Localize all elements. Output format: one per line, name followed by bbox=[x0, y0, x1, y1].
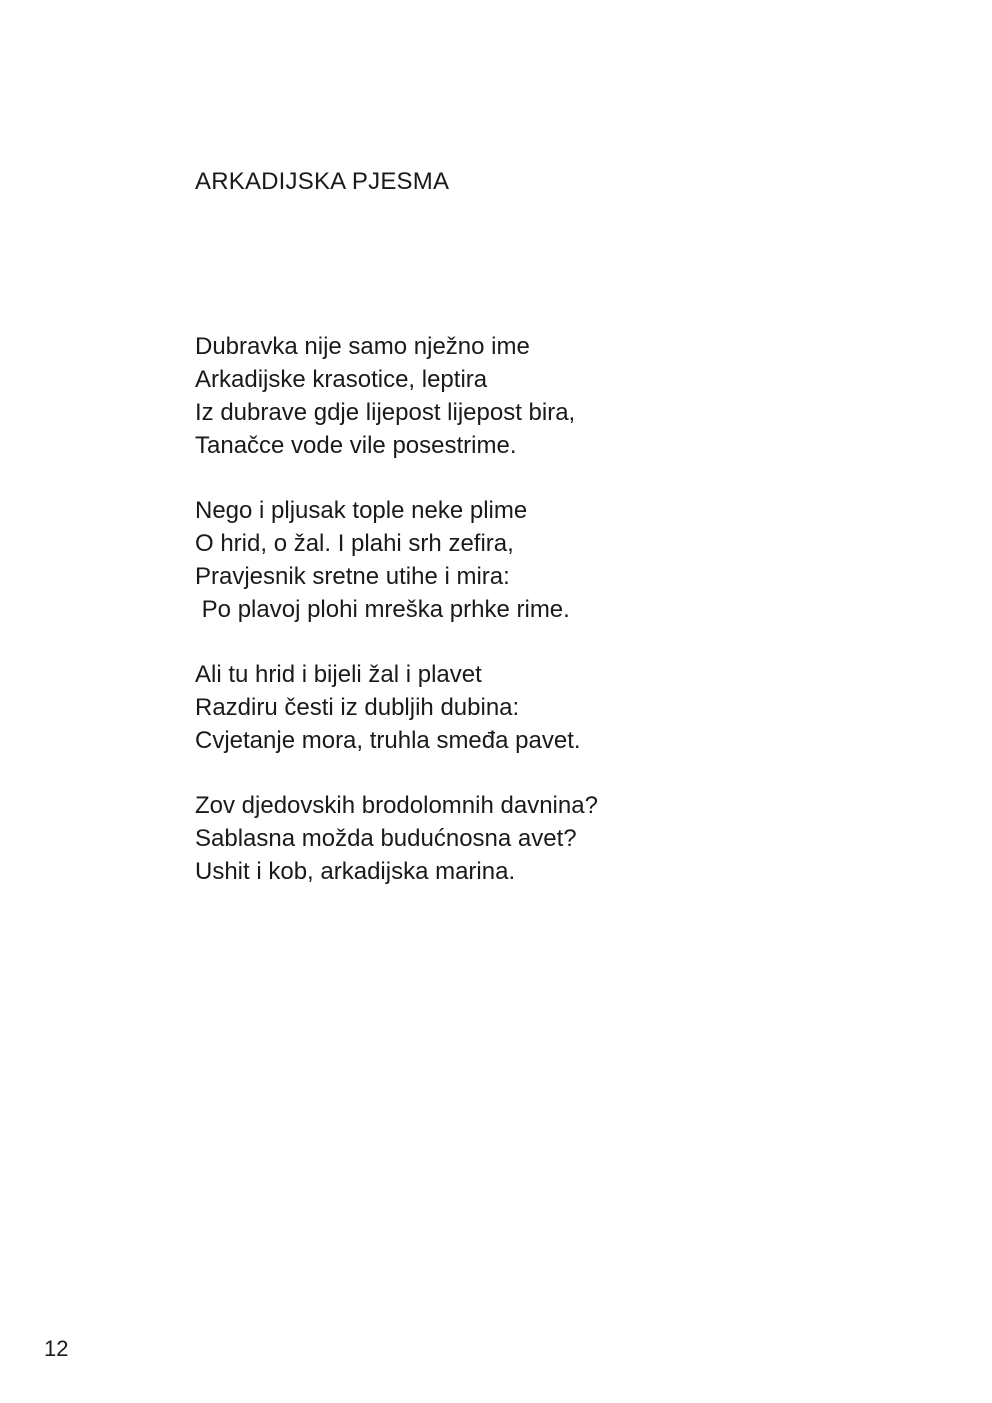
poem-line: Zov djedovskih brodolomnih davnina? bbox=[195, 792, 598, 819]
poem-line: Arkadijske krasotice, leptira bbox=[195, 366, 488, 393]
poem-body bbox=[195, 330, 895, 920]
page-number: 12 bbox=[44, 1336, 69, 1361]
poem-line: Sablasna možda budućnosna avet? bbox=[195, 825, 577, 852]
poem-line: Ali tu hrid i bijeli žal i plavet bbox=[195, 661, 482, 688]
poem-line: Ushit i kob, arkadijska marina. bbox=[195, 858, 516, 885]
poem-line: Nego i pljusak tople neke plime bbox=[195, 497, 528, 524]
poem-line: Razdiru česti iz dubljih dubina: bbox=[195, 694, 520, 721]
poem-line: Tanačce vode vile posestrime. bbox=[195, 432, 517, 459]
poem-line: Pravjesnik sretne utihe i mira: bbox=[195, 563, 510, 590]
poem-line: Po plavoj plohi mreška prhke rime. bbox=[195, 596, 570, 623]
poem-line: Dubravka nije samo nježno ime bbox=[195, 333, 530, 360]
poem-line: Iz dubrave gdje lijepost lijepost bira, bbox=[195, 399, 576, 426]
stanza-2 bbox=[195, 494, 895, 626]
poem-title: ARKADIJSKA PJESMA bbox=[195, 168, 450, 195]
stanza-4 bbox=[195, 789, 895, 888]
poem-line: Cvjetanje mora, truhla smeđa pavet. bbox=[195, 727, 581, 754]
poem-line: O hrid, o žal. I plahi srh zefira, bbox=[195, 530, 514, 557]
stanza-3 bbox=[195, 658, 895, 757]
stanza-1 bbox=[195, 330, 895, 462]
